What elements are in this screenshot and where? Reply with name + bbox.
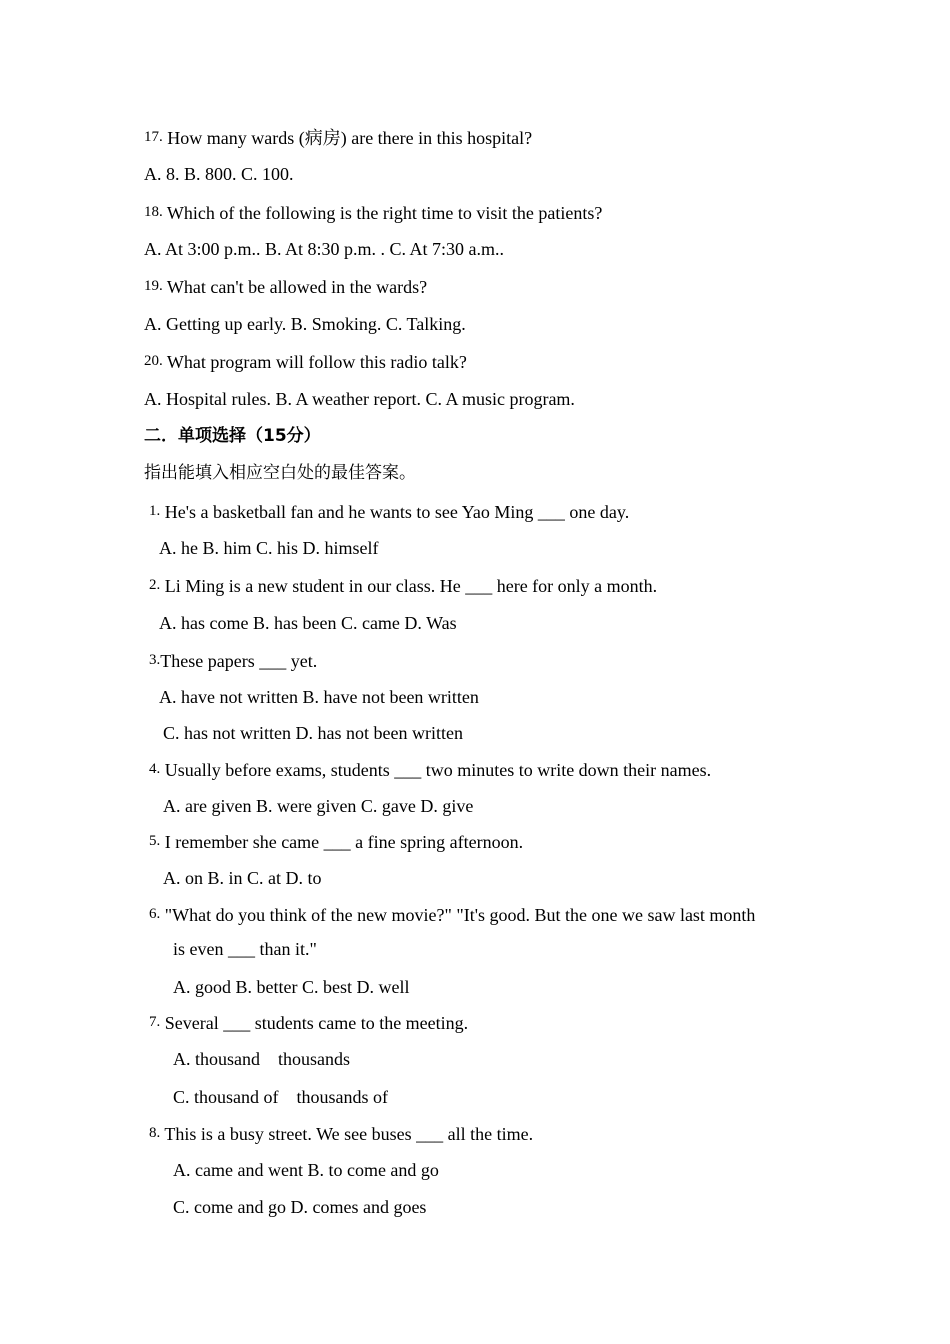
question-8-options-ab: A. came and went B. to come and go (173, 1160, 439, 1180)
question-17-options: A. 8. B. 800. C. 100. (144, 164, 294, 184)
question-2-options: A. has come B. has been C. came D. Was (159, 613, 457, 633)
question-18-options: A. At 3:00 p.m.. B. At 8:30 p.m. . C. At 7:30 a.m.. (144, 239, 505, 259)
question-number: 6. (149, 906, 161, 922)
question-1-options: A. he B. him C. his D. himself (159, 538, 379, 558)
question-number: 8. (149, 1125, 161, 1141)
question-8-options-cd: C. come and go D. comes and goes (173, 1197, 427, 1217)
question-5 (149, 830, 523, 853)
question-number: 1. (149, 503, 161, 519)
question-6-options: A. good B. better C. best D. well (173, 977, 410, 997)
question-8 (149, 1122, 533, 1145)
question-19 (144, 275, 427, 298)
section-title: 二．单项选择（15分） (144, 426, 321, 446)
question-18 (144, 201, 602, 224)
question-4 (149, 758, 711, 781)
question-number: 7. (149, 1014, 161, 1030)
question-20-options: A. Hospital rules. B. A weather report. C. A music program. (144, 389, 575, 409)
question-5-options: A. on B. in C. at D. to (163, 868, 322, 888)
question-2 (149, 574, 657, 597)
question-number: 4. (149, 761, 161, 777)
question-text: Usually before exams, students ___ two minutes to write down their names. (160, 760, 712, 780)
question-20 (144, 350, 467, 373)
question-number: 5. (149, 833, 161, 849)
question-6-text-continued: is even ___ than it." (173, 939, 317, 959)
question-text: He's a basketball fan and he wants to see Yao Ming ___ one day. (160, 502, 630, 522)
question-3-options-ab: A. have not written B. have not been written (159, 687, 479, 707)
question-1 (149, 500, 629, 523)
question-text: What program will follow this radio talk? (162, 352, 467, 372)
question-4-options: A. are given B. were given C. gave D. give (163, 796, 474, 816)
question-7-options-cd: C. thousand of thousands of (173, 1087, 388, 1107)
question-text: I remember she came ___ a fine spring afternoon. (160, 832, 524, 852)
section-instruction: 指出能填入相应空白处的最佳答案。 (144, 463, 416, 483)
question-number: 17. (144, 129, 163, 145)
question-17 (144, 126, 532, 149)
question-3-options-cd: C. has not written D. has not been written (163, 723, 463, 743)
question-text: Which of the following is the right time to visit the patients? (162, 203, 603, 223)
question-text: Li Ming is a new student in our class. He ___ here for only a month. (160, 576, 658, 596)
question-text: These papers ___ yet. (160, 651, 318, 671)
question-text: What can't be allowed in the wards? (162, 277, 428, 297)
question-number: 18. (144, 204, 163, 220)
question-3 (149, 649, 317, 672)
question-19-options: A. Getting up early. B. Smoking. C. Talking. (144, 314, 466, 334)
question-7-options-ab: A. thousand thousands (173, 1049, 350, 1069)
question-text: "What do you think of the new movie?" "It's good. But the one we saw last month (160, 905, 756, 925)
question-number: 20. (144, 353, 163, 369)
question-number: 3. (149, 652, 161, 668)
question-text: How many wards (病房) are there in this hospital? (162, 128, 533, 148)
question-number: 19. (144, 278, 163, 294)
question-text: Several ___ students came to the meeting. (160, 1013, 469, 1033)
question-text: This is a busy street. We see buses ___ all the time. (160, 1124, 534, 1144)
question-6 (149, 903, 755, 926)
question-7 (149, 1011, 468, 1034)
question-number: 2. (149, 577, 161, 593)
